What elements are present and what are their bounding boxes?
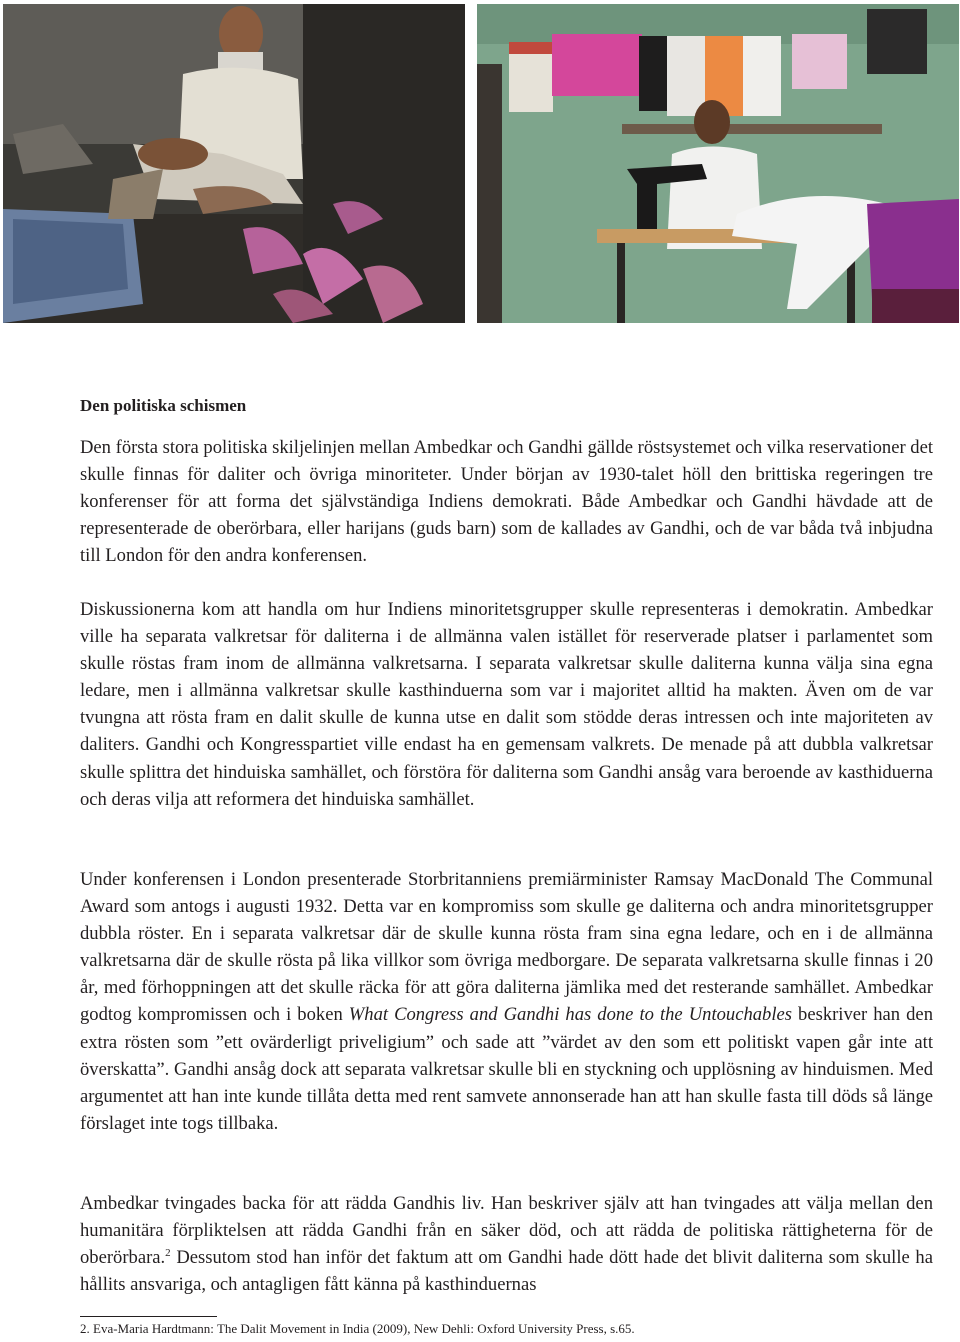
- paragraph-3: [80, 866, 933, 1137]
- photo-tailor: [477, 4, 959, 323]
- paragraph-3-text-after: beskriver han den extra rösten som ”ett ovärderligt priveligium” och sade att ”värdet av den som ett politiskt vapen går inte att överskatta”. Gandhi ansåg dock att separata valkretsar skulle bli en styckning och upplösning av hinduismen. Med argumentet att han inte kunde tillåta detta med rent samvete annonserade han att han skulle fasta till döds så länge förslaget inte togs tillbaka.: [80, 1004, 933, 1134]
- footnote: 2. Eva-Maria Hardtmann: The Dalit Movement in India (2009), New Dehli: Oxford University Press, s.65.: [80, 1321, 635, 1336]
- paragraph-2: Diskussionerna kom att handla om hur Indiens minoritetsgrupper skulle representeras i demokratin. Ambedkar ville ha separata valkretsar för daliterna i de allmänna valen istället för reserverade platser i parlamentet som skulle röstas fram inom de allmänna valkretsarna. I separata valkretsar skulle daliterna kunna välja sina egna ledare, men i allmänna valkretsar skulle kasthinduerna som var i majoritet alltid ha makten. Även om de var tvungna att rösta fram en dalit skulle de kunna utse en dalit som stödde deras intressen och inte majoriteten av daliters. Gandhi och Kongresspartiet ville endast ha en gemensam valkrets. De menade på att dubbla valkretsar skulle splittra det hinduiska samhället, och förstöra för daliterna som Gandhi ansåg vara beroende av kasthiduerna och deras vilja att reformera det hinduiska samhället.: [80, 599, 933, 810]
- paragraph-4-text-before: Ambedkar tvingades backa för att rädda Gandhis liv. Han beskriver själv att han tvingades att välja mellan den humanitära förpliktelsen att rädda Gandhi från en säker död, och att rädda de politiska rättigheterna för de oberörbara.: [80, 1193, 933, 1269]
- footnote-reference: 2: [165, 1247, 171, 1259]
- paragraph-1: Den första stora politiska skiljelinjen mellan Ambedkar och Gandhi gällde röstsystemet och vilka reservationer det skulle finnas för daliter och övriga minoriteter. Under början av 1930-talet höll den brittiska regeringen tre konferenser för att forma det självständiga Indiens demokrati. Både Ambedkar och Gandhi hävdade att de representerade de oberörbara, eller harijans (guds barn) som de kallades av Gandhi, och de var båda två inbjudna till London för den andra konferensen.: [80, 437, 934, 567]
- paragraph-4: [80, 1190, 933, 1298]
- footnote-divider: [80, 1316, 217, 1317]
- paragraph-3-text-before: Under konferensen i London presenterade Storbritanniens premiärminister Ramsay MacDonald The Communal Award som antogs i augusti 1932. Detta var en kompromiss som skulle ge daliterna och andra minoritetsgrupper dubbla röster. En i separata valkretsar där de skulle kunna rösta fram sina egna ledare, och en i de allmänna valkretsarna där de skulle rösta på lika villkor som övriga medborgare. De separata valkretsarna skulle finnas i 20 år, med förhoppningen att det skulle räcka för att göra daliterna jämlika med det resterande samhället. Ambedkar godtog kompromissen och i boken: [80, 869, 933, 1026]
- paragraph-4-text-after: Dessutom stod han inför det faktum att om Gandhi hade dött hade det blivit daliterna som skulle ha hållits ansvariga, och antagligen fått känna på kasthinduernas: [80, 1247, 933, 1296]
- section-heading: Den politiska schismen: [80, 396, 247, 415]
- book-title: What Congress and Gandhi has done to the Untouchables: [348, 1004, 792, 1026]
- photo-shoemaker: [3, 4, 465, 323]
